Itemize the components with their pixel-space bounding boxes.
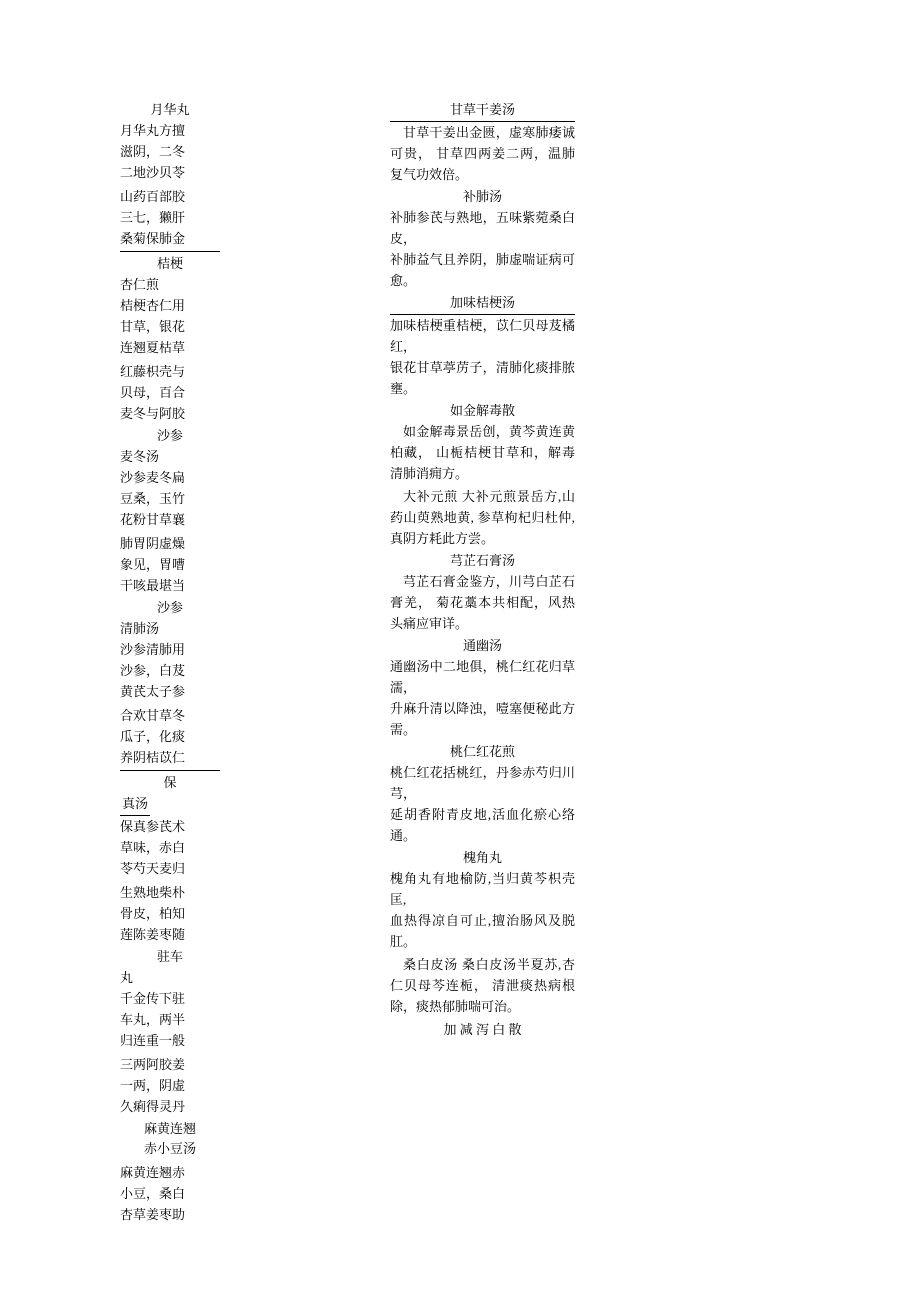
- entry-body: 桑白皮汤 桑白皮汤半夏苏,杏仁贝母芩连栀， 清泄痰热病根除，痰热郁肺喘可治。: [390, 957, 575, 1014]
- entry-sha-shen-qing-fei-tang: [120, 598, 220, 771]
- entry-sang-bai-pi-tang: [390, 954, 575, 1017]
- entry-body-part-1: 桔梗杏仁用 甘草，银花 连翘夏枯草: [120, 298, 186, 355]
- entry-title: 加味桔梗汤: [390, 293, 575, 315]
- entry-body-line-2: 升麻升清以降浊，噎塞便秘此方需。: [390, 701, 575, 737]
- left-text-column: [120, 100, 220, 1227]
- entry-body: 大补元煎 大补元煎景岳方,山药山萸熟地黄, 参草枸杞归杜仲,真阴方耗此方尝。: [390, 489, 575, 546]
- entry-body-line-2: 血热得凉自可止,擅治肠风及脱肛。: [390, 913, 575, 949]
- entry-title-cont: 真汤: [120, 793, 220, 816]
- entry-title: 加 减 泻 白 散: [443, 1022, 522, 1037]
- entry-body-part-1: 麻黄连翘赤 小豆，桑白 杏草姜枣助: [120, 1165, 186, 1222]
- entry-jia-jian-xie-bai-san: [390, 1019, 575, 1040]
- entry-body-part-1: 沙参麦冬扁 豆桑，玉竹 花粉甘草襄: [120, 470, 186, 527]
- entry-huai-jiao-wan: [390, 848, 575, 952]
- entry-title: 保: [163, 775, 177, 790]
- entry-title: 通幽汤: [462, 638, 502, 653]
- entry-body-part-2: 山药百部胶 三七，獭肝 桑菊保肺金: [120, 189, 186, 246]
- entry-title-cont: 杏仁煎: [120, 277, 160, 292]
- entry-title: 槐角丸: [462, 850, 502, 865]
- entry-ma-huang-lian-qiao-chi-xiao-dou-tang: [120, 1119, 220, 1225]
- entry-body-part-2: 合欢甘草冬 瓜子，化痰 养阴桔苡仁: [120, 708, 186, 765]
- entry-title: 补肺汤: [462, 189, 502, 204]
- entry-title: 如金解毒散: [449, 403, 515, 418]
- entry-body-line-1: 桃仁红花括桃红，丹参赤芍归川芎，: [390, 765, 575, 801]
- entry-da-bu-yuan-jian: [390, 486, 575, 549]
- entry-body-part-1: 沙参清肺用 沙参，白芨 黄芪太子参: [120, 642, 186, 699]
- entry-body-line-2: 延胡香附青皮地,活血化瘀心络通。: [390, 807, 575, 843]
- right-text-column: [390, 100, 575, 1042]
- entry-xiong-zhi-shi-gao-tang: [390, 551, 575, 634]
- entry-title: 芎芷石膏汤: [449, 553, 515, 568]
- entry-jie-geng-xing-ren-jian: [120, 254, 220, 424]
- entry-tao-ren-hong-hua-jian: [390, 742, 575, 846]
- entry-title-cont: 清肺汤: [120, 621, 160, 636]
- entry-body-part-2: 三两阿胶姜 一两，阴虚 久痢得灵丹: [120, 1057, 186, 1114]
- entry-title: 驻车: [156, 949, 183, 964]
- entry-body: 芎芷石膏金鉴方，川芎白芷石膏羌， 菊花藁本共相配，风热头痛应审详。: [390, 574, 575, 631]
- entry-bu-fei-tang: [390, 187, 575, 291]
- entry-body-part-2: 肺胃阴虚燥 象见，胃嘈 干咳最堪当: [120, 536, 186, 593]
- entry-body-part-1: 保真参芪术 草味，赤白 苓芍天麦归: [120, 819, 186, 876]
- entry-body-line-1: 槐角丸有地榆防,当归黄芩枳壳匡,: [390, 871, 575, 907]
- entry-body-part-1: 月华丸方擅 滋阴，二冬 二地沙贝苓: [120, 123, 186, 180]
- entry-gan-cao-gan-jiang-tang: [390, 100, 575, 185]
- section-divider: [120, 770, 220, 771]
- entry-title: 麻黄连翘: [143, 1121, 196, 1136]
- section-divider: [120, 251, 220, 252]
- entry-title-cont: 丸: [120, 970, 134, 985]
- entry-body-line-1: 加味桔梗重桔梗，苡仁贝母芨橘红，: [390, 318, 575, 354]
- entry-yue-hua-wan: [120, 100, 220, 252]
- entry-body-part-2: 生熟地柴朴 骨皮，柏知 莲陈姜枣随: [120, 885, 186, 942]
- entry-title: 月华丸: [150, 102, 190, 117]
- entry-body: 甘草干姜出金匮，虚寒肺痿诚可贵， 甘草四两姜二两，温肺复气功效倍。: [390, 125, 575, 182]
- entry-title: 沙参: [156, 600, 183, 615]
- entry-title-cont: 赤小豆汤: [143, 1141, 196, 1156]
- entry-jia-wei-jie-geng-tang: [390, 293, 575, 399]
- entry-body-part-1: 千金传下驻 车丸，两半 归连重一般: [120, 991, 186, 1048]
- entry-title: 桃仁红花煎: [449, 744, 515, 759]
- entry-title: 桔梗: [156, 256, 183, 271]
- entry-bao-zhen-tang: [120, 773, 220, 945]
- entry-title-cont: 麦冬汤: [120, 449, 160, 464]
- entry-body-line-2: 银花甘草葶苈子，清肺化痰排脓壅。: [390, 360, 575, 396]
- entry-sha-shen-mai-dong-tang: [120, 426, 220, 596]
- entry-title: 沙参: [156, 428, 183, 443]
- entry-body-line-1: 通幽汤中二地俱，桃仁红花归草濡，: [390, 659, 575, 695]
- entry-body-line-1: 补肺参芪与熟地，五味紫菀桑白皮，: [390, 210, 575, 246]
- entry-body: 如金解毒景岳创，黄芩黄连黄柏藏， 山栀桔梗甘草和，解毒清肺消痈方。: [390, 424, 575, 481]
- entry-body-line-2: 补肺益气且养阴，肺虚喘证病可愈。: [390, 252, 575, 288]
- entry-title: 甘草干姜汤: [390, 100, 575, 122]
- entry-body-part-2: 红藤枳壳与 贝母，百合 麦冬与阿胶: [120, 364, 186, 421]
- entry-ru-jin-jie-du-san: [390, 401, 575, 484]
- entry-tong-you-tang: [390, 636, 575, 740]
- entry-zhu-che-wan: [120, 947, 220, 1117]
